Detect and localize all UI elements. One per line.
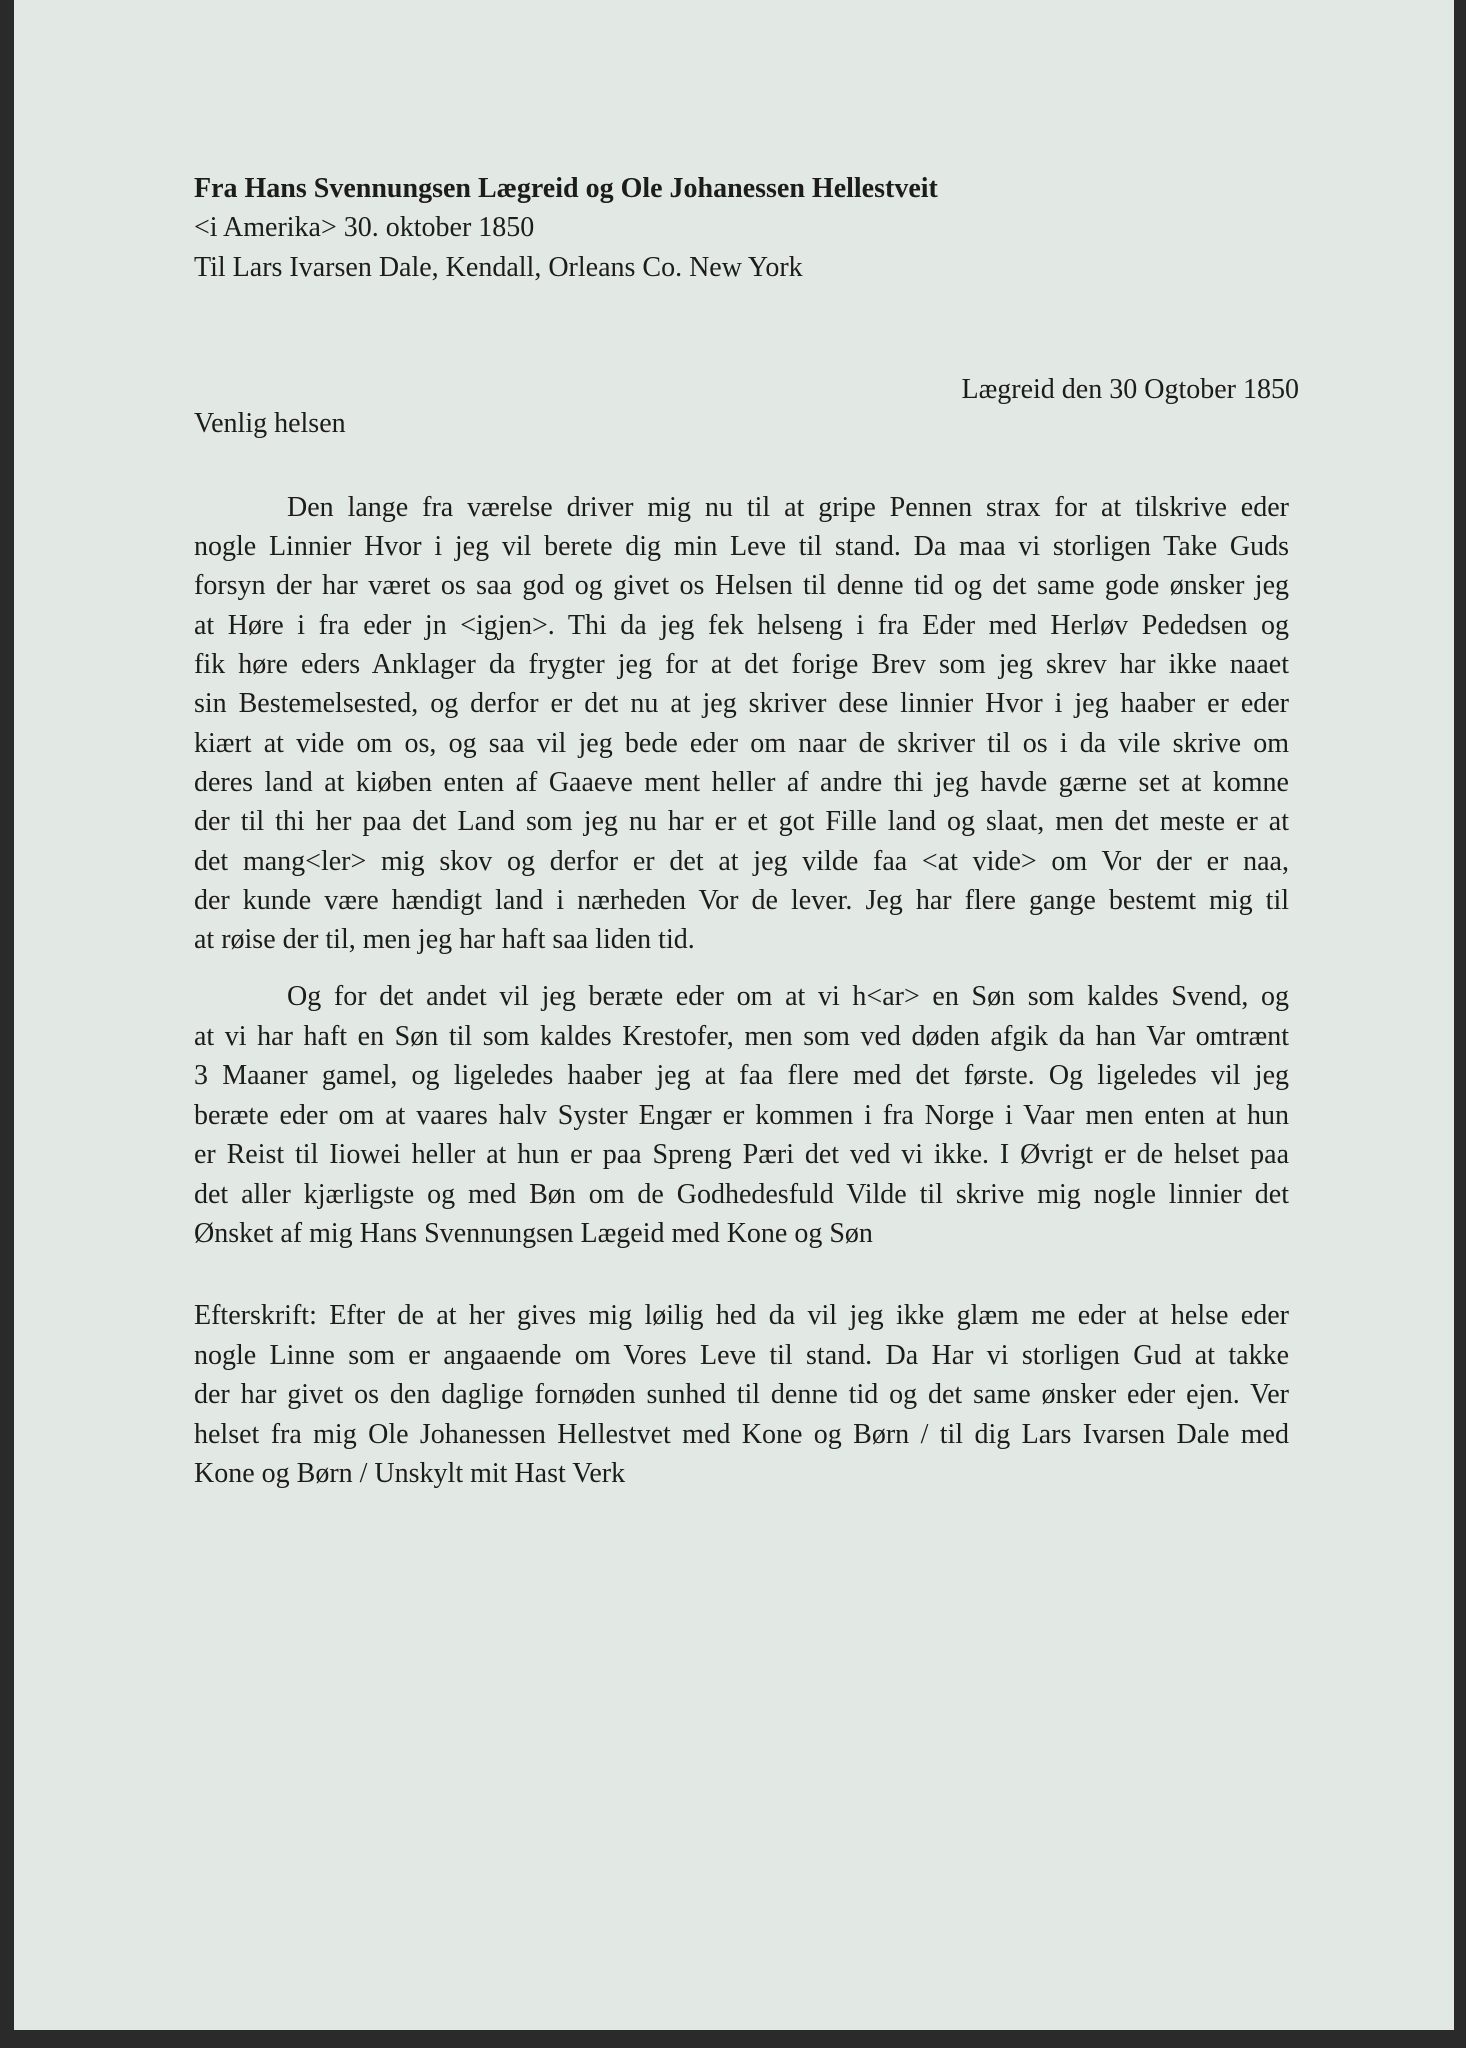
paragraph-2-line: det aller kjærligste og med Bøn om de Godhedesfuld Vilde til skrive mig nogle linnier det	[194, 1179, 1289, 1210]
paragraph-2-line: er Reist til Iiowei heller at hun er paa Spreng Pæri det ved vi ikke. I Øvrigt er de helset paa	[194, 1139, 1289, 1170]
date-line: <i Amerika> 30. oktober 1850	[194, 212, 535, 243]
paragraph-1-line: at Høre i fra eder jn <igjen>. Thi da jeg fek helseng i fra Eder med Herløv Pededsen og	[194, 610, 1289, 641]
paragraph-1-line: sin Bestemelsested, og derfor er det nu at jeg skriver dese linnier Hvor i jeg haaber er eder	[194, 688, 1289, 719]
paragraph-1-line: det mang<ler> mig skov og derfor er det at jeg vilde faa <at vide> om Vor der er naa,	[194, 846, 1289, 877]
paragraph-1-line: forsyn der har været os saa god og givet os Helsen til denne tid og det same gode ønsker jeg	[194, 570, 1289, 601]
paragraph-1-line: der til thi her paa det Land som jeg nu har er et got Fille land og slaat, men det meste er at	[194, 806, 1289, 837]
document-title: Fra Hans Svennungsen Lægreid og Ole Johanessen Hellestveit	[194, 173, 938, 204]
paragraph-1-line: fik høre eders Anklager da frygter jeg for at det forige Brev som jeg skrev har ikke naaet	[194, 649, 1289, 680]
postscript-line: nogle Linne som er angaaende om Vores Leve til stand. Da Har vi storligen Gud at takke	[194, 1340, 1289, 1371]
postscript-line: helset fra mig Ole Johanessen Hellestvet med Kone og Børn / til dig Lars Ivarsen Dale med	[194, 1419, 1289, 1450]
postscript-line: der har givet os den daglige fornøden sunhed til denne tid og det same ønsker eder ejen. Ver	[194, 1379, 1289, 1410]
paragraph-2-line: Og for det andet vil jeg beræte eder om at vi h<ar> en Søn som kaldes Svend, og	[287, 981, 1289, 1012]
paragraph-1-line: deres land at kiøben enten af Gaaeve ment heller af andre thi jeg havde gærne set at komne	[194, 767, 1289, 798]
recipient-line: Til Lars Ivarsen Dale, Kendall, Orleans Co. New York	[194, 252, 803, 283]
paragraph-1-line: nogle Linnier Hvor i jeg vil berete dig min Leve til stand. Da maa vi storligen Take Guds	[194, 531, 1289, 562]
paragraph-2-line: at vi har haft en Søn til som kaldes Krestofer, men som ved døden afgik da han Var omtrænt	[194, 1021, 1289, 1052]
postscript-line: Efterskrift: Efter de at her gives mig løilig hed da vil jeg ikke glæm me eder at helse eder	[194, 1300, 1289, 1331]
postscript-line: Kone og Børn / Unskylt mit Hast Verk	[194, 1458, 626, 1489]
paragraph-1-line: der kunde være hændigt land i nærheden Vor de lever. Jeg har flere gange bestemt mig til	[194, 885, 1289, 916]
paragraph-2-line: beræte eder om at vaares halv Syster Engær er kommen i fra Norge i Vaar men enten at hun	[194, 1100, 1289, 1131]
paragraph-2-line: Ønsket af mig Hans Svennungsen Lægeid med Kone og Søn	[194, 1218, 873, 1249]
paragraph-1-line: at røise der til, men jeg har haft saa liden tid.	[194, 924, 695, 955]
paragraph-1-line: kiært at vide om os, og saa vil jeg bede eder om naar de skriver til os i da vile skrive om	[194, 728, 1289, 759]
paragraph-2-line: 3 Maaner gamel, og ligeledes haaber jeg at faa flere med det første. Og ligeledes vil jeg	[194, 1060, 1289, 1091]
greeting: Venlig helsen	[194, 408, 346, 439]
document-page	[14, 0, 1454, 2030]
place-date: Lægreid den 30 Ogtober 1850	[961, 374, 1299, 405]
paragraph-1-line: Den lange fra værelse driver mig nu til at gripe Pennen strax for at tilskrive eder	[287, 492, 1289, 523]
